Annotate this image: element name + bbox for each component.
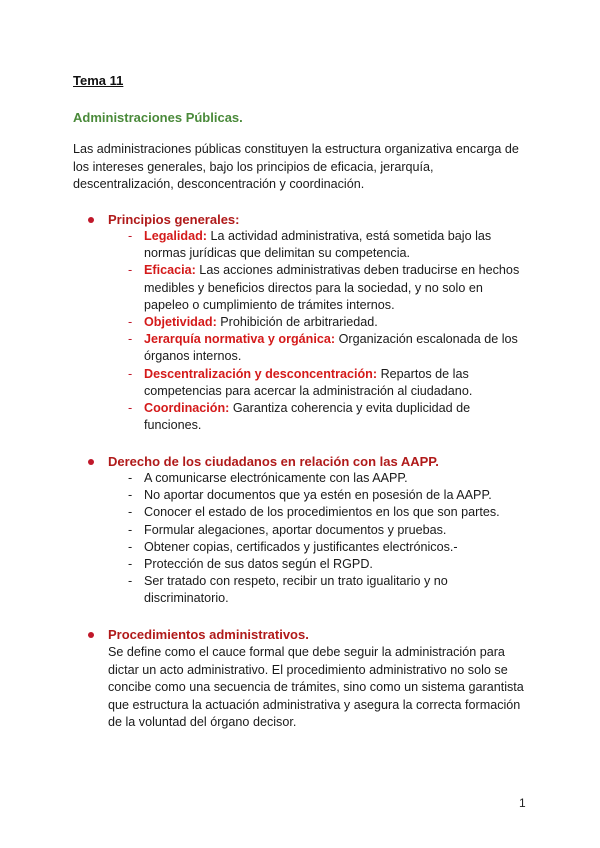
list-item — [88, 470, 528, 487]
list-item — [88, 573, 528, 607]
procedures-section — [88, 626, 528, 732]
item-text: Protección de sus datos según el RGPD. — [144, 557, 373, 572]
procedures-heading — [88, 626, 528, 643]
principles-list — [88, 228, 528, 434]
principles-section — [88, 211, 528, 434]
principles-heading-text: Principios generales: — [108, 212, 240, 227]
dash-icon: - — [128, 332, 133, 347]
item-term: Coordinación: — [144, 401, 230, 416]
item-term: Jerarquía normativa y orgánica: — [144, 332, 336, 347]
dash-icon: - — [128, 263, 133, 278]
list-item — [88, 262, 528, 314]
item-term: Descentralización y desconcentración: — [144, 366, 378, 381]
list-item — [88, 331, 528, 365]
principles-heading — [88, 211, 528, 228]
item-text: Ser tratado con respeto, recibir un trato igualitario y no discriminatorio. — [144, 574, 448, 606]
list-item — [88, 504, 528, 521]
list-item — [88, 522, 528, 539]
bullet-icon — [88, 217, 94, 223]
item-text: Conocer el estado de los procedimientos en los que son partes. — [144, 505, 500, 520]
dash-icon: - — [128, 574, 133, 589]
dash-icon: - — [128, 471, 133, 485]
item-text: Repartos de las competencias para acercar la administración al ciudadano. — [144, 366, 473, 398]
list-item — [88, 487, 528, 504]
dash-icon: - — [128, 229, 133, 243]
item-term: Objetividad: — [144, 315, 217, 330]
list-item — [88, 400, 528, 434]
rights-section — [88, 453, 528, 608]
item-term: Legalidad: — [144, 229, 207, 243]
dash-icon: - — [128, 557, 133, 572]
list-item — [88, 539, 528, 556]
bullet-icon — [88, 632, 94, 638]
rights-heading-text: Derecho de los ciudadanos en relación con las AAPP. — [108, 454, 439, 469]
list-item — [88, 228, 528, 262]
dash-icon: - — [128, 401, 133, 416]
page-title: Tema 11 — [73, 73, 124, 88]
list-item — [88, 314, 528, 331]
item-text: Garantiza coherencia y evita duplicidad de funciones. — [144, 401, 471, 433]
item-text: No aportar documentos que ya estén en posesión de la AAPP. — [144, 488, 492, 503]
item-text: La actividad administrativa, está sometida bajo las normas jurídicas que delimitan su competencia. — [144, 229, 492, 261]
dash-icon: - — [128, 366, 133, 381]
item-text: Formular alegaciones, aportar documentos y pruebas. — [144, 522, 447, 537]
item-text: Prohibición de arbitrariedad. — [216, 315, 378, 330]
intro-paragraph: Las administraciones públicas constituyen la estructura organizativa encarga de los intereses generales, bajo los principios de eficacia, jerarquía, descentralización, desconcentración y coordinación. — [73, 142, 519, 191]
dash-icon: - — [128, 522, 133, 537]
item-term: Eficacia: — [144, 263, 196, 278]
item-text: Las acciones administrativas deben traducirse en hechos medibles y beneficios directos para la sociedad, y no solo en papeleo o cumplimiento de trámites internos. — [144, 263, 520, 312]
section-subtitle: Administraciones Públicas. — [73, 110, 243, 125]
dash-icon: - — [128, 539, 133, 554]
list-item — [88, 556, 528, 573]
item-text: A comunicarse electrónicamente con las AAPP. — [144, 471, 408, 485]
item-text: Obtener copias, certificados y justificantes electrónicos.- — [144, 539, 458, 554]
procedures-heading-text: Procedimientos administrativos. — [108, 627, 309, 642]
rights-heading — [88, 453, 528, 470]
list-item — [88, 366, 528, 400]
procedures-paragraph: Se define como el cauce formal que debe seguir la administración para dictar un acto administrativo. El procedimiento administrativo no solo se concibe como una secuencia de trámites, sino como un sistema garantista que estructura la actuación administrativa y asegura la correcta formación de la voluntad del órgano decisor. — [108, 645, 524, 729]
bullet-icon — [88, 459, 94, 465]
rights-list — [88, 470, 528, 608]
item-text: Organización escalonada de los órganos internos. — [144, 332, 518, 364]
page-number: 1 — [519, 796, 526, 810]
dash-icon: - — [128, 488, 133, 503]
dash-icon: - — [128, 315, 133, 330]
dash-icon: - — [128, 505, 133, 520]
